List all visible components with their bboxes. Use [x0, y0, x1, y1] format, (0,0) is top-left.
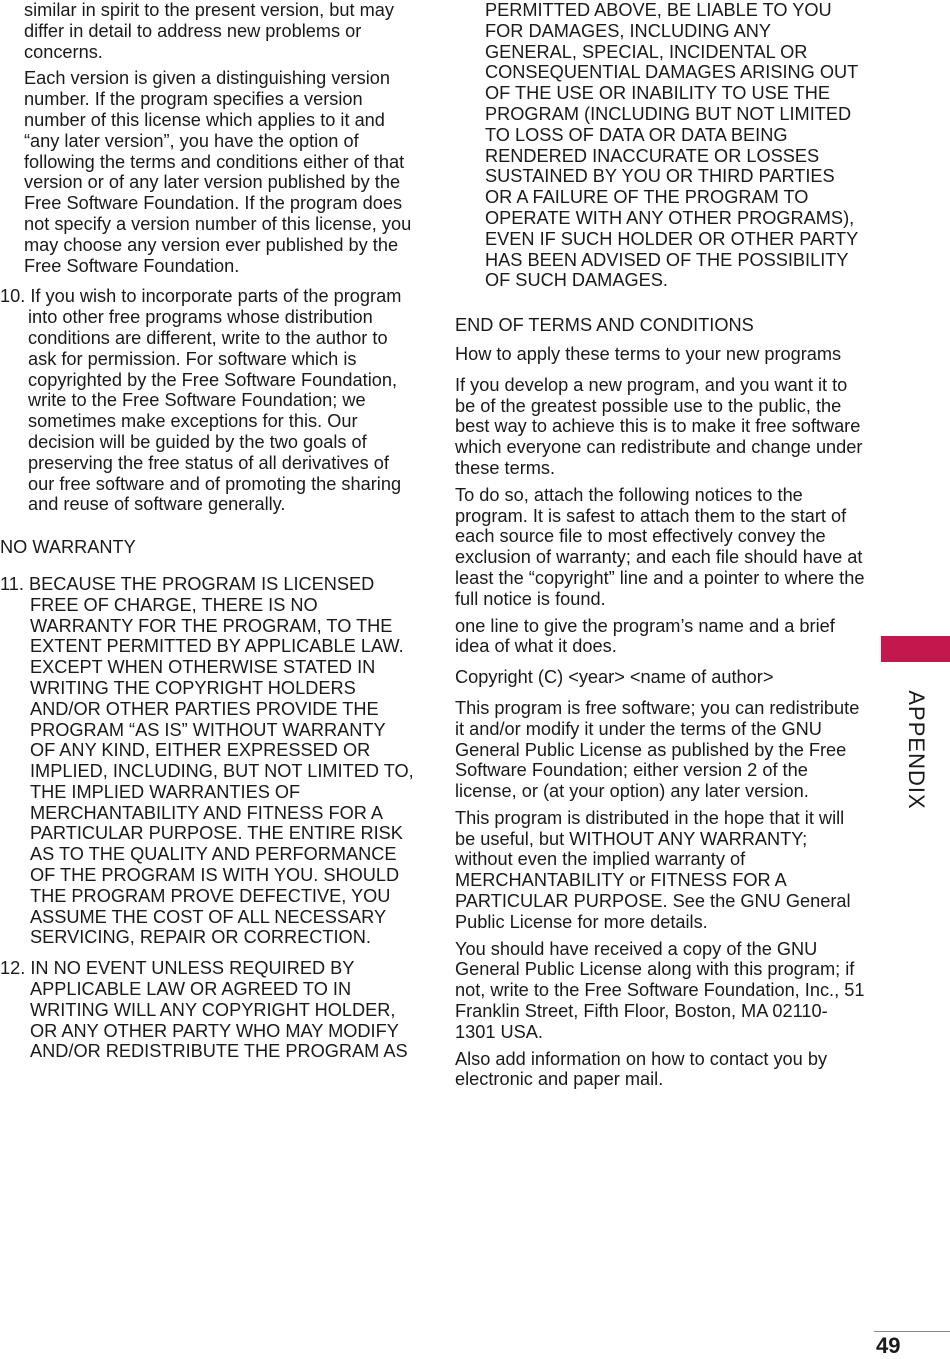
- clause-10: 10. If you wish to incorporate parts of the program into other free programs whose distribution conditions are different, write to the author to ask for permission. For software which is copyrighted by the Free Software Foundation, write to the Free Software Foundation; we sometimes make exceptions for this. Our decision will be guided by the two goals of preserving the free status of all derivatives of our free software and of promoting the sharing and reuse of software generally.: [0, 286, 402, 515]
- page-number-rule: [874, 1331, 950, 1332]
- paragraph-contact: Also add information on how to contact you by electronic and paper mail.: [455, 1048, 828, 1090]
- clause-11: 11. BECAUSE THE PROGRAM IS LICENSED FREE OF CHARGE, THERE IS NO WARRANTY FOR THE PROGRAM, TO THE EXTENT PERMITTED BY APPLICABLE LAW. EXCEPT WHEN OTHERWISE STATED IN WRITING THE COPYRIGHT HOLDERS AND/OR OTHER PARTIES PROVIDE THE PROGRAM “AS IS” WITHOUT WARRANTY OF ANY KIND, EITHER EXPRESSED OR IMPLIED, INCLUDING, BUT NOT LIMITED TO, THE IMPLIED WARRANTIES OF MERCHANTABILITY AND FITNESS FOR A PARTICULAR PURPOSE. THE ENTIRE RISK AS TO THE QUALITY AND PERFORMANCE OF THE PROGRAM IS WITH YOU. SHOULD THE PROGRAM PROVE DEFECTIVE, YOU ASSUME THE COST OF ALL NECESSARY SERVICING, REPAIR OR CORRECTION.: [0, 573, 414, 948]
- clause-12: 12. IN NO EVENT UNLESS REQUIRED BY APPLICABLE LAW OR AGREED TO IN WRITING WILL ANY COPYRIGHT HOLDER, OR ANY OTHER PARTY WHO MAY MODIFY AND/OR REDISTRIBUTE THE PROGRAM AS: [0, 958, 408, 1062]
- paragraph-version-number: Each version is given a distinguishing version number. If the program specifies a version number of this license which applies to it and “any later version”, you have the option of following the terms and conditions either of that version or of any later version published by the Free Software Foundation. If the program does not specify a version number of this license, you may choose any version ever published by the Free Software Foundation.: [24, 68, 412, 276]
- paragraph-received-copy: You should have received a copy of the GNU General Public License along with this program; if not, write to the Free Software Foundation, Inc., 51 Franklin Street, Fifth Floor, Boston, MA 02110-1301 USA.: [455, 938, 865, 1042]
- paragraph-develop: If you develop a new program, and you want it to be of the greatest possible use to the public, the best way to achieve this is to make it free software which everyone can redistribute and change under these terms.: [455, 374, 863, 478]
- clause-12-continuation: PERMITTED ABOVE, BE LIABLE TO YOU FOR DAMAGES, INCLUDING ANY GENERAL, SPECIAL, INCIDENTAL OR CONSEQUENTIAL DAMAGES ARISING OUT OF THE USE OR INABILITY TO USE THE PROGRAM (INCLUDING BUT NOT LIMITED TO LOSS OF DATA OR DATA BEING RENDERED INACCURATE OR LOSSES SUSTAINED BY YOU OR THIRD PARTIES OR A FAILURE OF THE PROGRAM TO OPERATE WITH ANY OTHER PROGRAMS), EVEN IF SUCH HOLDER OR OTHER PARTY HAS BEEN ADVISED OF THE POSSIBILITY OF SUCH DAMAGES.: [485, 0, 858, 291]
- left-column: [0, 0, 415, 1062]
- section-label: APPENDIX: [904, 690, 929, 810]
- paragraph-distributed: This program is distributed in the hope that it will be useful, but WITHOUT ANY WARRANTY; without even the implied warranty of MERCHANTABILITY or FITNESS FOR A PARTICULAR PURPOSE. See the GNU General Public License for more details.: [455, 807, 851, 932]
- section-tab: [881, 636, 950, 662]
- page-number: 49: [876, 1333, 901, 1358]
- paragraph-version-continuation: similar in spirit to the present version, but may differ in detail to address new problems or concerns.: [24, 0, 394, 62]
- heading-end-of-terms: END OF TERMS AND CONDITIONS: [455, 315, 754, 336]
- heading-how-to-apply: How to apply these terms to your new programs: [455, 343, 842, 364]
- paragraph-attach-notices: To do so, attach the following notices to the program. It is safest to attach them to the start of each source file to most effectively convey the exclusion of warranty; and each file should have at least the “copyright” line and a pointer to where the full notice is found.: [455, 484, 865, 609]
- right-column: [455, 0, 865, 1090]
- heading-no-warranty: NO WARRANTY: [0, 537, 136, 558]
- paragraph-one-line: one line to give the program’s name and a brief idea of what it does.: [455, 615, 835, 657]
- paragraph-copyright: Copyright (C) <year> <name of author>: [455, 667, 774, 688]
- paragraph-free-software: This program is free software; you can redistribute it and/or modify it under the terms of the GNU General Public License as published by the Free Software Foundation; either version 2 of the license, or (at your option) any later version.: [455, 697, 860, 802]
